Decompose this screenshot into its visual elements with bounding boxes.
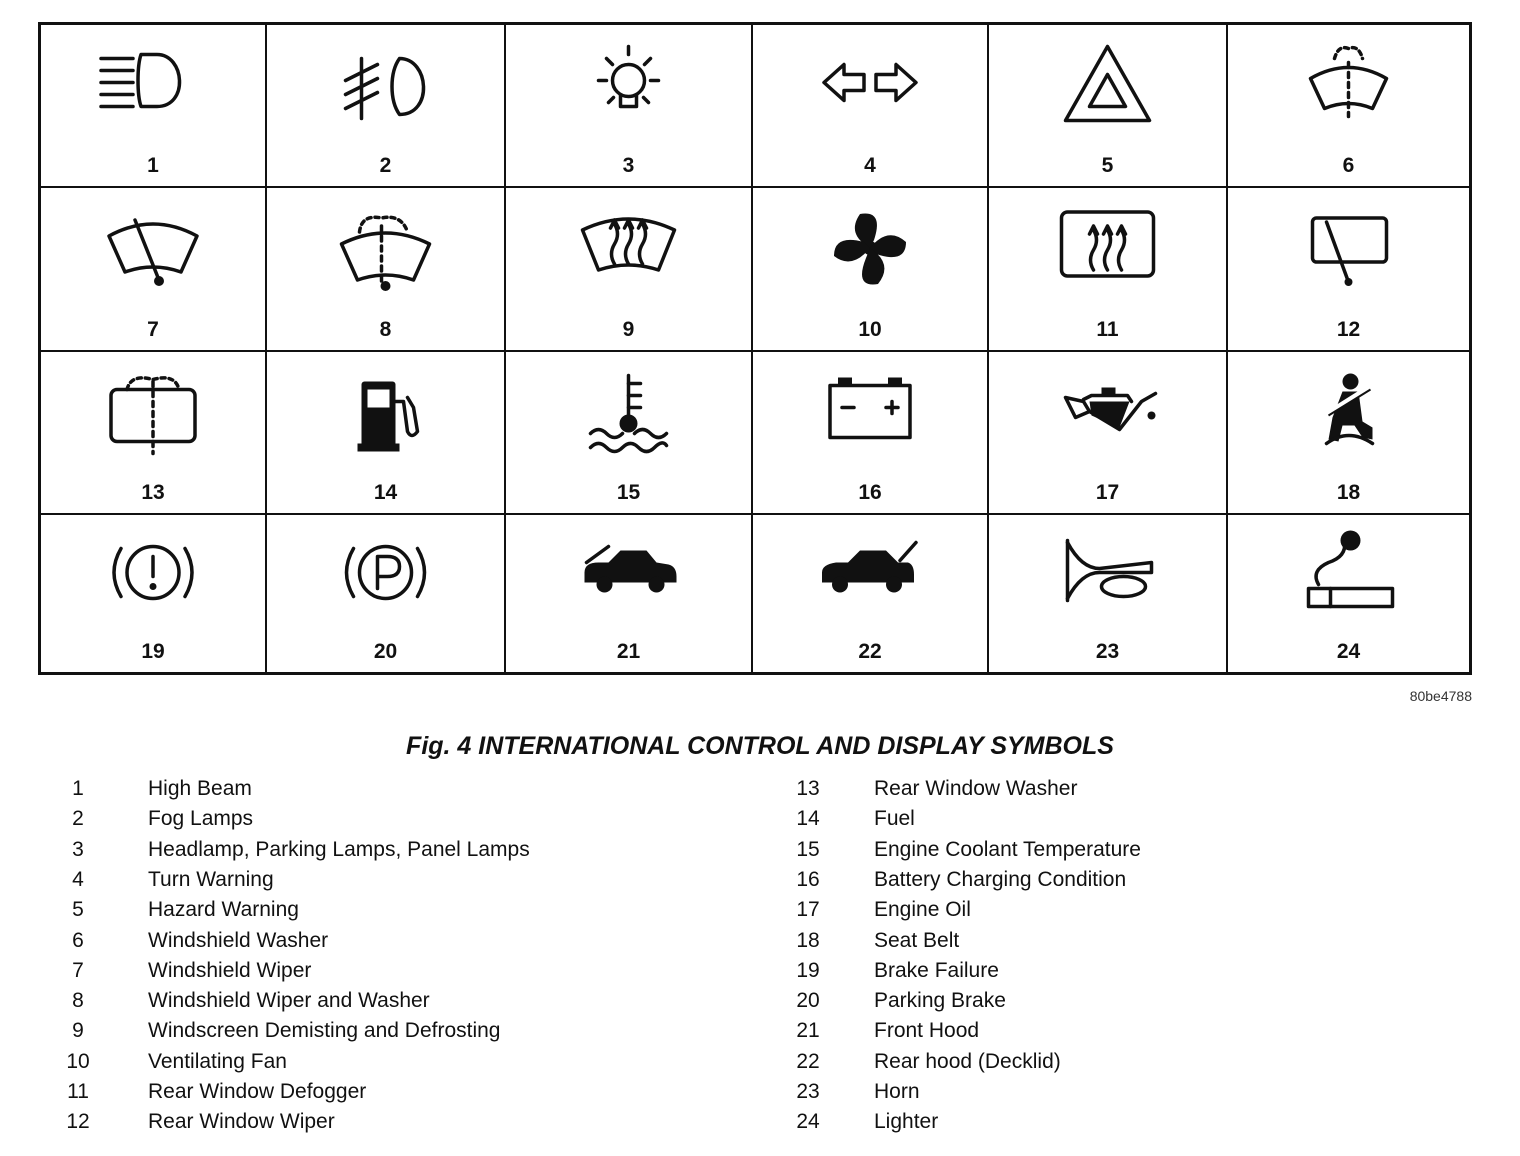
legend-label: Windshield Wiper bbox=[148, 958, 312, 982]
legend-item bbox=[788, 804, 1428, 834]
legend-item bbox=[58, 774, 698, 804]
symbol-cell bbox=[506, 515, 751, 672]
legend-label: Parking Brake bbox=[874, 989, 1006, 1013]
legend-item bbox=[58, 1077, 698, 1107]
symbol-cell bbox=[267, 352, 504, 513]
legend-item bbox=[58, 895, 698, 925]
symbol-number: 23 bbox=[1095, 640, 1120, 663]
figure-code: 80be4788 bbox=[1409, 688, 1472, 704]
symbol-number: 2 bbox=[379, 154, 392, 177]
legend-number: 18 bbox=[796, 928, 820, 952]
legend-label: Fuel bbox=[874, 807, 915, 831]
legend-label: Windscreen Demisting and Defrosting bbox=[148, 1019, 501, 1043]
legend-item bbox=[788, 835, 1428, 865]
legend-number: 6 bbox=[72, 928, 84, 952]
legend-label: Engine Coolant Temperature bbox=[874, 837, 1141, 861]
legend-label: Battery Charging Condition bbox=[874, 867, 1127, 891]
symbol-cell bbox=[267, 25, 504, 186]
legend-item bbox=[58, 804, 698, 834]
legend-number: 17 bbox=[796, 898, 820, 922]
symbol-number: 19 bbox=[141, 640, 165, 663]
legend-label: Engine Oil bbox=[874, 898, 971, 922]
symbol-number: 7 bbox=[147, 318, 159, 341]
symbol-cell bbox=[989, 352, 1226, 513]
windshield-wiper-icon bbox=[41, 188, 265, 310]
figure-caption: Fig. 4 INTERNATIONAL CONTROL AND DISPLAY SYMBOLS bbox=[406, 732, 1114, 760]
legend-label: Lighter bbox=[874, 1110, 939, 1134]
legend-label: Turn Warning bbox=[148, 867, 274, 891]
symbol-cell bbox=[1228, 188, 1469, 350]
legend-item bbox=[788, 926, 1428, 956]
legend-number: 7 bbox=[72, 958, 84, 982]
legend-number: 8 bbox=[72, 989, 84, 1013]
symbol-number: 5 bbox=[1101, 154, 1114, 177]
symbol-cell bbox=[989, 25, 1226, 186]
turn-arrows-icon bbox=[753, 25, 987, 146]
rear-hood-car-icon bbox=[753, 515, 987, 632]
ventilating-fan-icon bbox=[753, 188, 987, 310]
symbol-cell bbox=[267, 515, 504, 672]
legend-label: Horn bbox=[874, 1080, 920, 1103]
symbol-number: 17 bbox=[1095, 481, 1120, 504]
legend-item bbox=[788, 1047, 1428, 1077]
legend-item bbox=[58, 1107, 698, 1137]
brake-failure-icon bbox=[41, 515, 265, 632]
legend-number: 5 bbox=[72, 898, 84, 922]
front-hood-car-icon bbox=[506, 515, 751, 632]
symbol-number: 18 bbox=[1336, 481, 1361, 504]
legend-number: 20 bbox=[796, 989, 820, 1013]
legend-item bbox=[58, 956, 698, 986]
legend-number: 21 bbox=[796, 1019, 820, 1043]
legend-item bbox=[58, 1016, 698, 1046]
symbol-number: 22 bbox=[858, 640, 882, 663]
legend-item bbox=[58, 986, 698, 1016]
symbol-number: 11 bbox=[1096, 318, 1119, 341]
symbol-number: 10 bbox=[858, 318, 882, 341]
legend-label: Rear Window Washer bbox=[874, 777, 1078, 800]
symbol-number: 16 bbox=[858, 481, 882, 504]
symbol-cell bbox=[989, 188, 1226, 350]
symbol-cell bbox=[989, 515, 1226, 672]
symbol-cell bbox=[41, 515, 265, 672]
symbol-cell bbox=[506, 188, 751, 350]
hazard-triangle-icon bbox=[989, 25, 1226, 146]
symbol-number: 3 bbox=[622, 154, 635, 177]
legend-item bbox=[788, 986, 1428, 1016]
legend-label: Ventilating Fan bbox=[148, 1049, 287, 1073]
windshield-washer-icon bbox=[1228, 25, 1469, 146]
symbol-number: 13 bbox=[141, 481, 165, 504]
legend-label: Windshield Wiper and Washer bbox=[148, 989, 430, 1013]
symbol-cell bbox=[753, 188, 987, 350]
legend-item bbox=[788, 895, 1428, 925]
legend-number: 19 bbox=[796, 958, 820, 982]
symbol-cell bbox=[506, 352, 751, 513]
symbol-number: 14 bbox=[373, 481, 398, 504]
legend-number: 15 bbox=[796, 837, 820, 861]
legend-item bbox=[58, 835, 698, 865]
legend-number: 9 bbox=[72, 1019, 84, 1043]
symbol-cell bbox=[753, 352, 987, 513]
wiper-washer-icon bbox=[267, 188, 504, 310]
horn-icon bbox=[989, 515, 1226, 632]
symbol-cell bbox=[1228, 352, 1469, 513]
legend-label: Fog Lamps bbox=[148, 807, 254, 831]
symbol-cell bbox=[41, 352, 265, 513]
legend-label: High Beam bbox=[148, 777, 252, 800]
rear-washer-icon bbox=[41, 352, 265, 473]
symbol-number: 8 bbox=[379, 318, 392, 341]
symbol-number: 20 bbox=[373, 640, 398, 663]
symbol-number: 4 bbox=[864, 154, 876, 177]
legend-item bbox=[58, 1047, 698, 1077]
legend-number: 16 bbox=[796, 867, 820, 891]
windscreen-defrost-icon bbox=[506, 188, 751, 310]
legend-item bbox=[58, 865, 698, 895]
legend-label: Brake Failure bbox=[874, 958, 999, 982]
symbol-number: 6 bbox=[1342, 154, 1355, 177]
legend-label: Headlamp, Parking Lamps, Panel Lamps bbox=[148, 837, 530, 861]
legend-label: Seat Belt bbox=[874, 928, 960, 952]
symbol-cell bbox=[753, 25, 987, 186]
symbol-cell bbox=[41, 25, 265, 186]
legend-number: 13 bbox=[796, 777, 820, 800]
symbol-number: 21 bbox=[616, 640, 641, 663]
symbol-cell bbox=[41, 188, 265, 350]
symbol-grid bbox=[38, 22, 1472, 675]
lighter-icon bbox=[1228, 515, 1469, 632]
oil-can-icon bbox=[989, 352, 1226, 473]
legend-number: 22 bbox=[796, 1049, 820, 1073]
coolant-temperature-icon bbox=[506, 352, 751, 473]
lamp-bulb-icon bbox=[506, 25, 751, 146]
symbol-number: 12 bbox=[1336, 318, 1361, 341]
seat-belt-icon bbox=[1228, 352, 1469, 473]
legend-number: 3 bbox=[72, 837, 84, 861]
legend-number: 24 bbox=[796, 1110, 820, 1134]
symbol-number: 24 bbox=[1336, 640, 1361, 663]
legend-item bbox=[788, 774, 1428, 804]
legend-label: Front Hood bbox=[874, 1019, 980, 1043]
symbol-number: 9 bbox=[622, 318, 635, 341]
legend-number: 14 bbox=[796, 807, 820, 831]
legend-label: Rear Window Wiper bbox=[148, 1110, 335, 1134]
symbol-cell bbox=[506, 25, 751, 186]
legend-number: 10 bbox=[66, 1049, 90, 1073]
legend-label: Windshield Washer bbox=[148, 928, 329, 952]
legend-label: Rear hood (Decklid) bbox=[874, 1049, 1061, 1073]
legend-item bbox=[58, 926, 698, 956]
symbol-number: 1 bbox=[147, 154, 159, 177]
legend-number: 23 bbox=[796, 1080, 820, 1103]
symbol-cell bbox=[1228, 25, 1469, 186]
rear-defogger-icon bbox=[989, 188, 1226, 310]
legend-label: Hazard Warning bbox=[148, 898, 299, 922]
parking-brake-icon bbox=[267, 515, 504, 632]
fog-lamp-icon bbox=[267, 25, 504, 146]
high-beam-icon bbox=[41, 25, 265, 146]
legend-number: 11 bbox=[67, 1080, 89, 1103]
legend-item bbox=[788, 1107, 1428, 1137]
legend-item bbox=[788, 865, 1428, 895]
rear-wiper-icon bbox=[1228, 188, 1469, 310]
battery-icon bbox=[753, 352, 987, 473]
fuel-pump-icon bbox=[267, 352, 504, 473]
symbol-cell bbox=[1228, 515, 1469, 672]
legend-number: 12 bbox=[66, 1110, 90, 1134]
legend-item bbox=[788, 1077, 1428, 1107]
legend-number: 1 bbox=[72, 777, 84, 800]
symbol-cell bbox=[267, 188, 504, 350]
legend-label: Rear Window Defogger bbox=[148, 1080, 367, 1103]
symbol-number: 15 bbox=[616, 481, 641, 504]
legend-number: 4 bbox=[72, 867, 84, 891]
legend-number: 2 bbox=[72, 807, 84, 831]
symbol-cell bbox=[753, 515, 987, 672]
legend-item bbox=[788, 1016, 1428, 1046]
legend-item bbox=[788, 956, 1428, 986]
